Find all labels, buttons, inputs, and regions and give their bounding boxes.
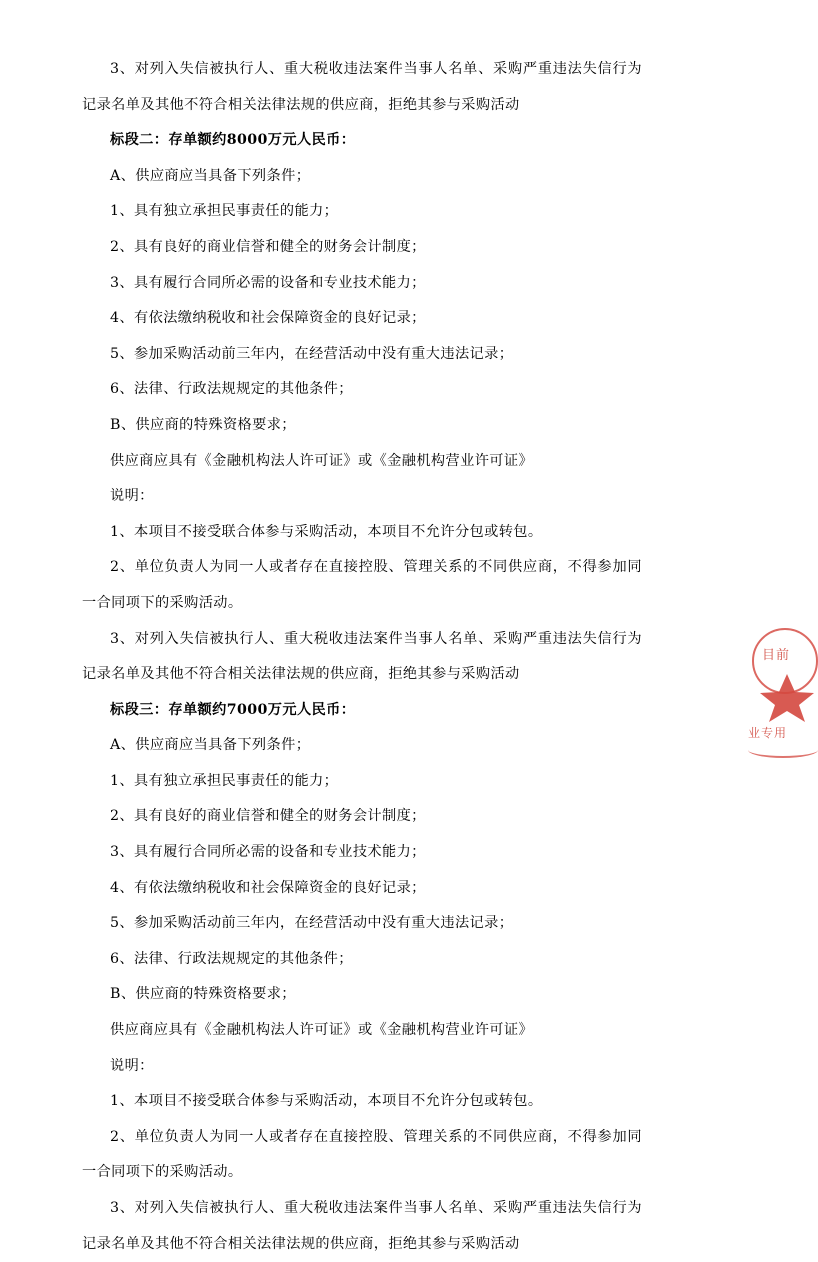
document-paragraph: 4、有依法缴纳税收和社会保障资金的良好记录； (110, 310, 426, 327)
document-paragraph: 1、本项目不接受联合体参与采购活动，本项目不允许分包或转包。 (110, 523, 543, 540)
document-paragraph: 1、具有独立承担民事责任的能力； (110, 772, 339, 789)
document-paragraph: 5、参加采购活动前三年内，在经营活动中没有重大违法记录； (110, 915, 514, 932)
document-paragraph: 3、对列入失信被执行人、重大税收违法案件当事人名单、采购严重违法失信行为记录名单及其他不符合相关法律法规的供应商，拒绝其参与采购活动 (82, 1200, 642, 1252)
document-paragraph: A、供应商应当具备下列条件； (110, 737, 311, 754)
document-paragraph: 3、对列入失信被执行人、重大税收违法案件当事人名单、采购严重违法失信行为记录名单及其他不符合相关法律法规的供应商，拒绝其参与采购活动 (82, 630, 642, 683)
seal-arc-icon (748, 742, 818, 758)
document-body (82, 52, 642, 1262)
document-paragraph: B、供应商的特殊资格要求； (110, 986, 296, 1003)
document-paragraph: 供应商应具有《金融机构法人许可证》或《金融机构营业许可证》 (110, 1022, 534, 1039)
seal-star-icon (758, 672, 816, 724)
document-paragraph: 1、本项目不接受联合体参与采购活动，本项目不允许分包或转包。 (110, 1093, 543, 1110)
document-paragraph: 说明： (110, 1057, 154, 1074)
document-paragraph: 说明： (110, 488, 154, 505)
document-paragraph: 2、单位负责人为同一人或者存在直接控股、管理关系的不同供应商，不得参加同一合同项下的采购活动。 (82, 559, 642, 611)
document-paragraph: 3、对列入失信被执行人、重大税收违法案件当事人名单、采购严重违法失信行为记录名单及其他不符合相关法律法规的供应商，拒绝其参与采购活动 (82, 61, 642, 113)
seal-top-text: 目前 (762, 648, 791, 663)
document-paragraph: 供应商应具有《金融机构法人许可证》或《金融机构营业许可证》 (110, 452, 534, 469)
document-paragraph: 2、具有良好的商业信誉和健全的财务会计制度； (110, 238, 426, 255)
document-paragraph: 1、具有独立承担民事责任的能力； (110, 203, 339, 220)
document-paragraph: 5、参加采购活动前三年内，在经营活动中没有重大违法记录； (110, 345, 514, 362)
document-paragraph: 2、单位负责人为同一人或者存在直接控股、管理关系的不同供应商，不得参加同一合同项下的采购活动。 (82, 1128, 642, 1181)
document-paragraph: 2、具有良好的商业信誉和健全的财务会计制度； (110, 808, 426, 825)
document-paragraph: B、供应商的特殊资格要求； (110, 416, 296, 433)
seal-ring-icon (752, 628, 816, 692)
seal-ring-outline (752, 628, 818, 694)
document-paragraph: 3、具有履行合同所必需的设备和专业技术能力； (110, 274, 426, 291)
document-paragraph: 3、具有履行合同所必需的设备和专业技术能力； (110, 844, 426, 861)
document-paragraph: 标段二：存单额约8000万元人民币： (110, 132, 356, 149)
document-paragraph: 4、有依法缴纳税收和社会保障资金的良好记录； (110, 879, 426, 896)
document-paragraph: A、供应商应当具备下列条件； (110, 167, 311, 184)
document-paragraph: 标段三：存单额约7000万元人民币： (110, 701, 356, 718)
document-paragraph: 6、法律、行政法规规定的其他条件； (110, 950, 353, 967)
document-paragraph: 6、法律、行政法规规定的其他条件； (110, 381, 353, 398)
seal-bottom-text: 业专用 (748, 726, 788, 740)
